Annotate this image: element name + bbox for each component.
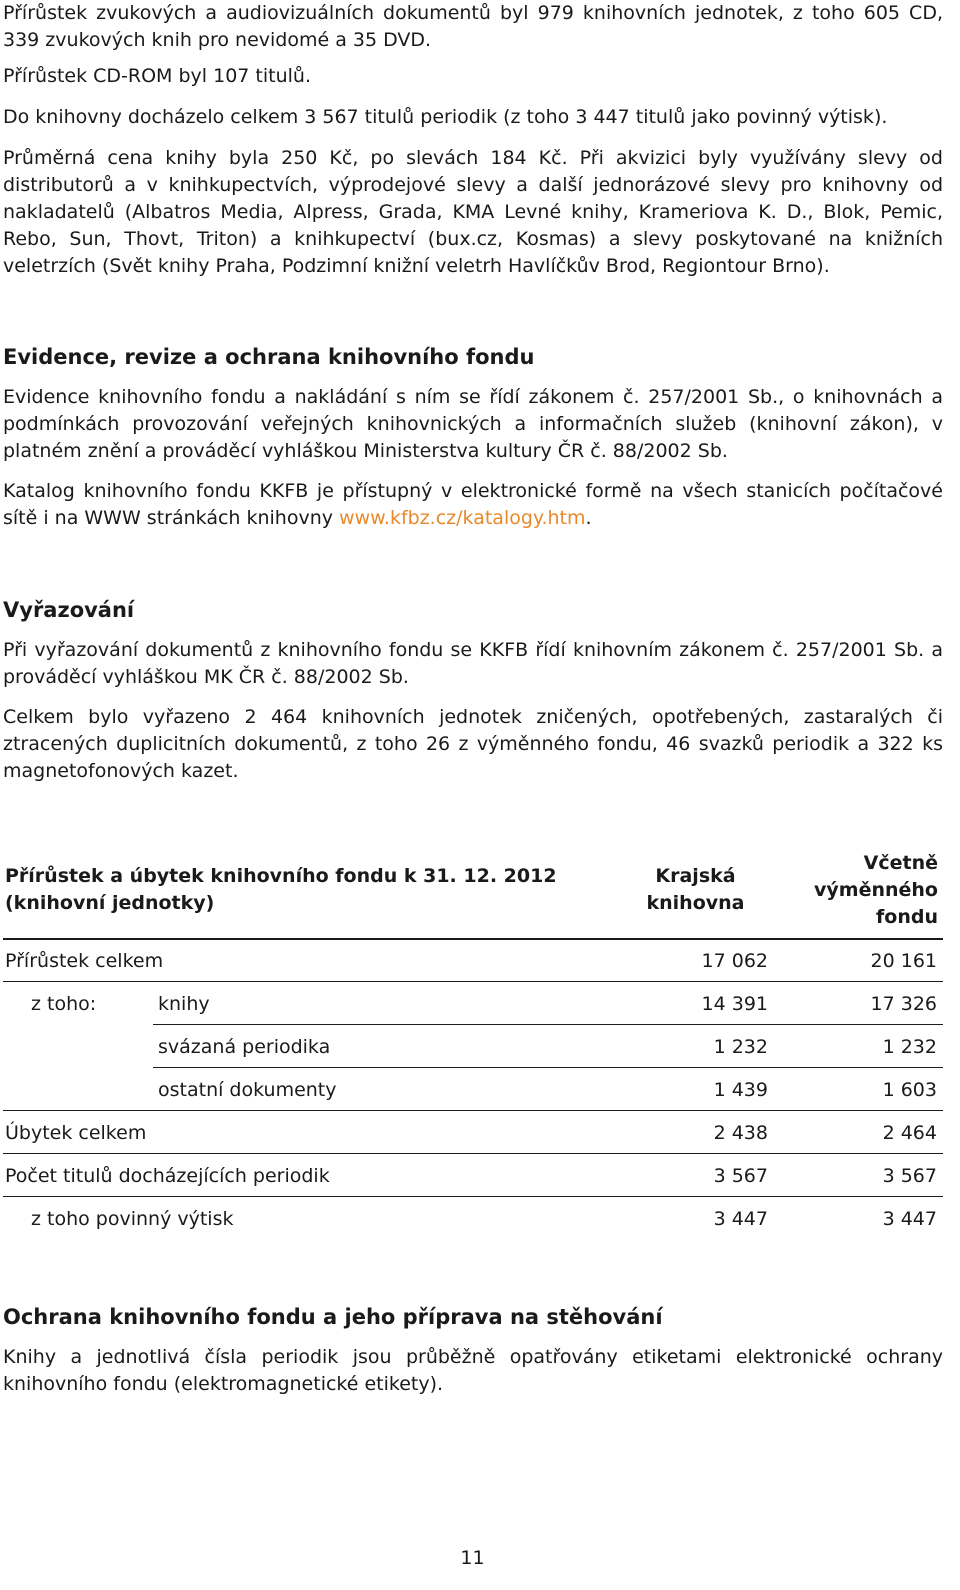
catalog-text-end: . xyxy=(585,507,592,529)
paragraph-cdrom: Přírůstek CD-ROM byl 107 titulů. xyxy=(3,65,311,87)
row-label: z toho povinný výtisk xyxy=(31,1208,234,1230)
table-row xyxy=(3,1026,943,1068)
row-sublabel: ostatní dokumenty xyxy=(158,1079,337,1101)
row-divider xyxy=(588,1110,943,1111)
row-sublabel: knihy xyxy=(158,993,210,1015)
paragraph-ochrana: Knihy a jednotlivá čísla periodik jsou průběžně opatřovány etiketami elektronické ochrany knihovního fondu (elektromagnetické etikety). xyxy=(3,1346,943,1395)
value-incl-exchange: 20 161 xyxy=(870,950,937,972)
row-divider xyxy=(3,1196,588,1197)
paragraph-evidence-law: Evidence knihovního fondu a nakládání s ním se řídí zákonem č. 257/2001 Sb., o knihovnách a podmínkách provozování veřejných knihovnických a informačních služeb (knihovní zákon), v platném znění a prováděcí vyhláškou Ministerstva kultury ČR č. 88/2002 Sb. xyxy=(3,386,943,462)
row-label: Počet titulů docházejících periodik xyxy=(5,1165,330,1187)
value-regional: 1 439 xyxy=(713,1079,768,1101)
paragraph-periodicals: Do knihovny docházelo celkem 3 567 titulů periodik (z toho 3 447 titulů jako povinný výtisk). xyxy=(3,106,888,128)
row-divider xyxy=(588,1153,943,1154)
value-incl-exchange: 2 464 xyxy=(882,1122,937,1144)
column-header-line: Krajská xyxy=(655,865,736,887)
row-sublabel: svázaná periodika xyxy=(158,1036,331,1058)
table-row xyxy=(3,983,943,1025)
table-row xyxy=(3,1069,943,1111)
value-regional: 3 447 xyxy=(713,1208,768,1230)
row-label: Přírůstek celkem xyxy=(5,950,164,972)
row-divider xyxy=(3,1110,588,1111)
row-divider xyxy=(588,1024,943,1025)
value-incl-exchange: 1 603 xyxy=(882,1079,937,1101)
row-label: Úbytek celkem xyxy=(5,1122,147,1144)
heading-evidence: Evidence, revize a ochrana knihovního fondu xyxy=(3,345,535,369)
paragraph-vyrazovani-count: Celkem bylo vyřazeno 2 464 knihovních jednotek zničených, opotřebených, zastaralých či ztracených duplicitních dokumentů, z toho 26 z výměnného fondu, 46 svazků periodik a 322 ks magnetofonových kazet. xyxy=(3,706,943,782)
value-regional: 1 232 xyxy=(713,1036,768,1058)
heading-ochrana: Ochrana knihovního fondu a jeho příprava na stěhování xyxy=(3,1305,663,1329)
row-divider xyxy=(153,1024,588,1025)
value-incl-exchange: 1 232 xyxy=(882,1036,937,1058)
value-regional: 2 438 xyxy=(713,1122,768,1144)
column-header-line: knihovna xyxy=(646,892,745,914)
value-regional: 14 391 xyxy=(701,993,768,1015)
column-header-line: výměnného xyxy=(814,879,938,901)
value-incl-exchange: 3 447 xyxy=(882,1208,937,1230)
row-divider xyxy=(588,1067,943,1068)
paragraph-audiovisual: Přírůstek zvukových a audiovizuálních dokumentů byl 979 knihovních jednotek, z toho 605 CD, 339 zvukových knih pro nevidomé a 35 DVD. xyxy=(3,2,943,51)
row-label: z toho: xyxy=(31,993,97,1015)
heading-vyrazovani: Vyřazování xyxy=(3,598,135,622)
value-regional: 17 062 xyxy=(701,950,768,972)
column-header-incl-exchange xyxy=(793,850,938,931)
paragraph-acquisition: Průměrná cena knihy byla 250 Kč, po slevách 184 Kč. Při akvizici byly využívány slevy od distributorů a v knihkupectvích, výprodejové slevy a další jednorázové slevy pro knihovny od nakladatelů (Albatros Media, Alpress, Grada, KMA Levné knihy, Krameriova K. D., Blok, Pemic, Rebo, Sun, Thovt, Triton) a knihkupectví (bux.cz, Kosmas) a slevy poskytované na knižních veletrzích (Svět knihy Praha, Podzimní knižní veletrh Havlíčkův Brod, Regiontour Brno). xyxy=(3,147,943,277)
catalog-link[interactable]: www.kfbz.cz/katalogy.htm xyxy=(339,507,586,529)
row-divider xyxy=(153,1067,588,1068)
row-divider xyxy=(3,1153,588,1154)
table-caption xyxy=(5,863,565,917)
table-row xyxy=(3,1198,943,1240)
row-divider xyxy=(588,981,943,982)
catalog-text: Katalog knihovního fondu KKFB je přístupný v elektronické formě na všech stanicích počítačové sítě i na WWW stránkách knihovny xyxy=(3,480,943,529)
row-divider xyxy=(3,981,588,982)
value-incl-exchange: 3 567 xyxy=(882,1165,937,1187)
table-row xyxy=(3,1155,943,1197)
table-row xyxy=(3,940,943,982)
paragraph-vyrazovani-law: Při vyřazování dokumentů z knihovního fondu se KKFB řídí knihovním zákonem č. 257/2001 Sb. a prováděcí vyhláškou MK ČR č. 88/2002 Sb. xyxy=(3,639,943,688)
paragraph-catalog xyxy=(3,478,943,532)
page-number: 11 xyxy=(460,1547,485,1569)
column-header-regional-library xyxy=(623,863,768,917)
table-caption-units: (knihovní jednotky) xyxy=(5,892,215,914)
value-incl-exchange: 17 326 xyxy=(870,993,937,1015)
table-caption-title: Přírůstek a úbytek knihovního fondu k 31. 12. 2012 xyxy=(5,865,557,887)
value-regional: 3 567 xyxy=(713,1165,768,1187)
column-header-line: fondu xyxy=(876,906,938,928)
table-row xyxy=(3,1112,943,1154)
column-header-line: Včetně xyxy=(863,852,938,874)
row-divider xyxy=(588,1196,943,1197)
